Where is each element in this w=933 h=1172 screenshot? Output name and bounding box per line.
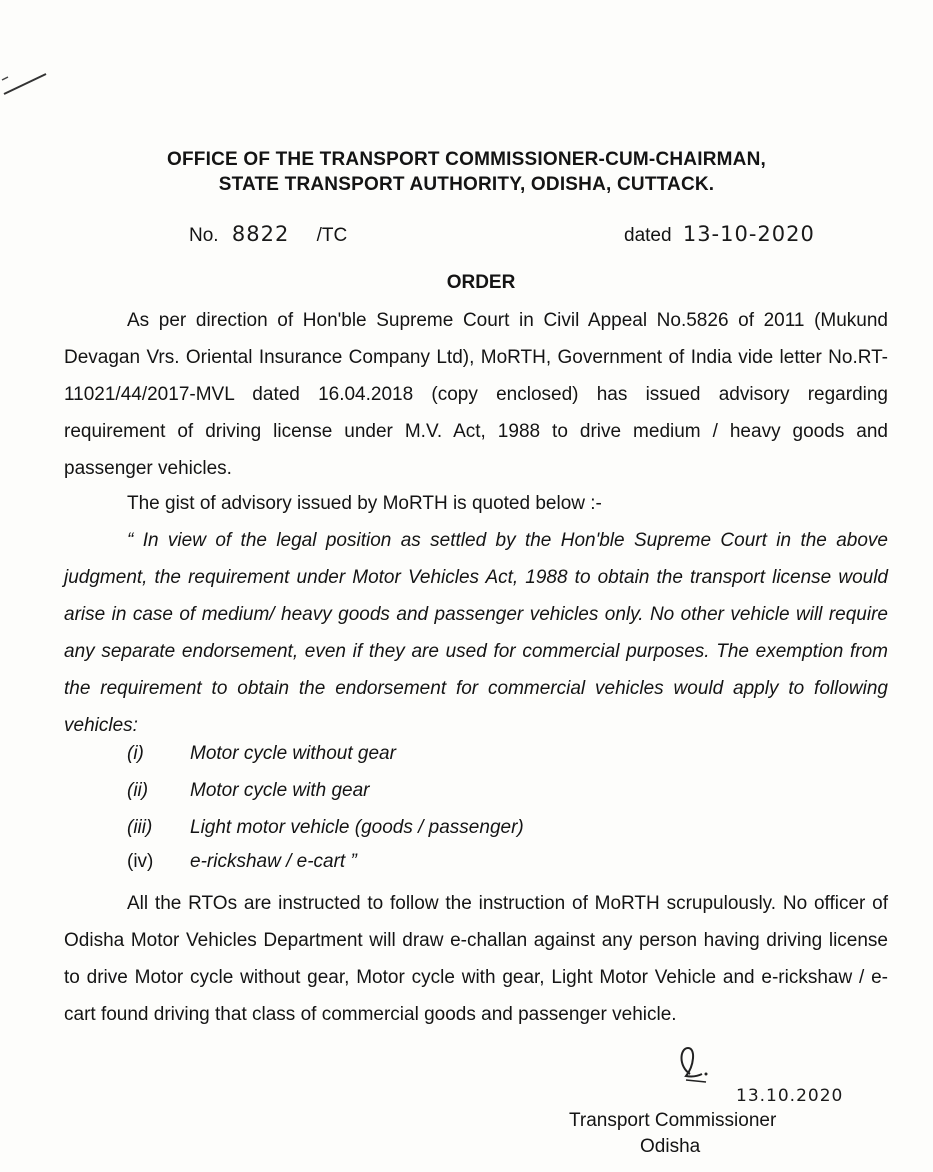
signature-icon xyxy=(672,1044,722,1094)
pen-stroke-mark xyxy=(0,60,60,100)
ref-no-value: 8822 xyxy=(231,222,290,246)
vehicle-item-1: Motor cycle without gear xyxy=(190,743,396,764)
vehicle-num-4: (iv) xyxy=(127,851,154,872)
order-heading: ORDER xyxy=(446,272,516,293)
signatory-place: Odisha xyxy=(640,1136,701,1157)
office-title-line2: STATE TRANSPORT AUTHORITY, ODISHA, CUTTACK. xyxy=(218,174,715,195)
paragraph-gist: The gist of advisory issued by MoRTH is quoted below :- xyxy=(127,493,602,514)
vehicle-num-2: (ii) xyxy=(127,780,149,801)
vehicle-num-3: (iii) xyxy=(127,817,153,838)
dated-value: 13-10-2020 xyxy=(682,222,815,246)
office-title-line1: OFFICE OF THE TRANSPORT COMMISSIONER-CUM-CHAIRMAN, xyxy=(167,149,766,170)
vehicle-item-2: Motor cycle with gear xyxy=(190,780,370,801)
paragraph-instruction: All the RTOs are instructed to follow the instruction of MoRTH scrupulously. No officer of Odisha Motor Vehicles Department will draw e-challan against any person having driving license to drive Motor cycle without gear, Motor cycle with gear, Light Motor Vehicle and e-rickshaw / e-cart found driving that class of commercial goods and passenger vehicle. xyxy=(64,893,888,1025)
signature-date: 13.10.2020 xyxy=(736,1086,844,1106)
ref-no-suffix: /TC xyxy=(316,225,348,246)
vehicle-item-4: e-rickshaw / e-cart ” xyxy=(190,851,357,872)
signatory-title: Transport Commissioner xyxy=(569,1110,777,1131)
paragraph-directive: As per direction of Hon'ble Supreme Court in Civil Appeal No.5826 of 2011 (Mukund Devagan Vrs. Oriental Insurance Company Ltd), MoRTH, Government of India vide letter No.RT-11021/44/2017-MVL dated 16.04.2018 (copy enclosed) has issued advisory regarding requirement of driving license under M.V. Act, 1988 to drive medium / heavy goods and passenger vehicles. xyxy=(64,310,888,479)
dated-label: dated xyxy=(624,225,672,246)
vehicle-num-1: (i) xyxy=(127,743,144,764)
vehicle-item-3: Light motor vehicle (goods / passenger) xyxy=(190,817,524,838)
quoted-advisory: “ In view of the legal position as settled by the Hon'ble Supreme Court in the above judgment, the requirement under Motor Vehicles Act, 1988 to obtain the transport license would arise in case of medium/ heavy goods and passenger vehicles only. No other vehicle will require any separate endorsement, even if they are used for commercial purposes. The exemption from the requirement to obtain the endorsement for commercial vehicles would apply to following vehicles: xyxy=(64,530,888,736)
ref-no-label: No. xyxy=(189,225,219,246)
reference-date xyxy=(624,222,815,247)
reference-number xyxy=(189,222,347,247)
